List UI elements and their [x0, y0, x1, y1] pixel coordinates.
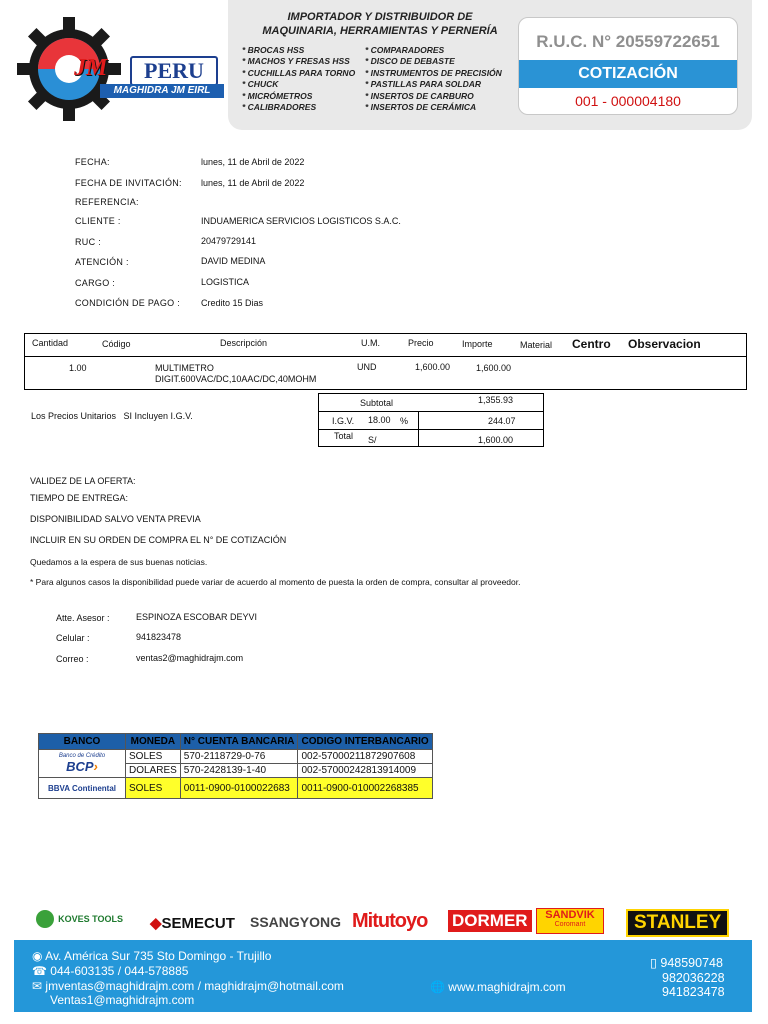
bank-cell-cci: 002-57000242813914009 — [298, 764, 432, 778]
totals-border — [318, 411, 544, 412]
document-number: 001 - 000004180 — [575, 93, 681, 109]
footer-phones-text: 044-603135 / 044-578885 — [50, 964, 189, 978]
items-table — [24, 333, 747, 390]
info-value-cliente: INDUAMERICA SERVICIOS LOGISTICOS S.A.C. — [201, 216, 401, 226]
products-left-list — [242, 45, 355, 113]
product-item: * INSERTOS DE CERÁMICA — [365, 102, 477, 113]
product-item: * BROCAS HSS — [242, 45, 305, 55]
igv-note: Los Precios Unitarios SI Incluyen I.G.V. — [31, 411, 193, 421]
terms-tiempo-entrega: TIEMPO DE ENTREGA: — [30, 493, 129, 503]
mobile-number: 941823478 — [662, 985, 725, 999]
bank-col-moneda: MONEDA — [126, 734, 181, 750]
brand-coromant-label: Coromant — [554, 921, 586, 928]
correo-value: ventas2@maghidrajm.com — [136, 653, 244, 663]
bcp-logo — [39, 750, 126, 778]
col-header-importe: Importe — [462, 339, 493, 349]
phone-icon: ☎ — [32, 964, 47, 978]
product-item: * CALIBRADORES — [242, 102, 317, 113]
table-row — [39, 750, 433, 764]
logo-peru: PERU — [130, 56, 218, 86]
brand-koves — [36, 910, 123, 928]
info-value-atencion: DAVID MEDINA — [201, 256, 266, 266]
bbva-logo-text: BBVA Continental — [48, 783, 116, 793]
brand-dormer: DORMER — [448, 910, 532, 932]
total-label: Total — [334, 431, 354, 441]
brand-sandvik — [536, 908, 604, 934]
footer-web — [430, 980, 566, 994]
table-row — [39, 778, 433, 799]
header-title — [236, 10, 524, 38]
totals-border — [318, 393, 319, 447]
brand-semecut — [150, 914, 235, 932]
advisor-label: Atte. Asesor : — [56, 613, 110, 623]
product-item: * CHUCK — [242, 79, 279, 90]
bank-cell-moneda: DOLARES — [126, 764, 181, 778]
bank-cell-moneda: SOLES — [126, 778, 181, 799]
igv-percent: % — [400, 416, 409, 426]
info-label-ruc: RUC : — [75, 237, 101, 247]
info-label-condicion-pago: CONDICIÓN DE PAGO : — [75, 298, 181, 308]
footer — [14, 940, 752, 1012]
totals-border — [318, 429, 544, 430]
bank-table-header — [39, 734, 433, 750]
location-icon: ◉ — [32, 949, 43, 963]
subtotal-label: Subtotal — [360, 398, 394, 408]
cell-descripcion-1: MULTIMETRO — [155, 363, 214, 373]
header-title-line1: IMPORTADOR Y DISTRIBUIDOR DE — [287, 11, 473, 23]
info-value-fecha-invitacion: lunes, 11 de Abril de 2022 — [201, 178, 305, 188]
info-value-cargo: LOGISTICA — [201, 277, 250, 287]
advisor-name: ESPINOZA ESCOBAR DEYVI — [136, 612, 258, 622]
bank-cell-moneda: SOLES — [126, 750, 181, 764]
bank-cell-cci: 0011-0900-010002268385 — [298, 778, 432, 799]
footer-emails — [32, 979, 344, 993]
header-title-line2: MAQUINARIA, HERRAMIENTAS Y PERNERÍA — [262, 25, 498, 37]
terms-nota: * Para algunos casos la disponibilidad puede variar de acuerdo al momento de puesta la orden de compra, consultar al proveedor. — [30, 577, 521, 587]
celular-label: Celular : — [56, 633, 90, 643]
bank-col-banco: BANCO — [39, 734, 126, 750]
bank-cell-cuenta: 570-2428139-1-40 — [180, 764, 298, 778]
totals-border — [318, 393, 544, 394]
bank-cell-cci: 002-57000211872907608 — [298, 750, 432, 764]
brand-ssangyong: SSANGYONG — [250, 914, 342, 930]
brand-stanley: STANLEY — [626, 909, 729, 937]
bank-col-cuenta: N° CUENTA BANCARIA — [180, 734, 298, 750]
semecut-diamond-icon: ◆ — [150, 915, 162, 932]
igv-rate: 18.00 — [368, 415, 391, 425]
totals-border — [543, 393, 544, 447]
igv-value: 244.07 — [488, 416, 516, 426]
brand-mitutoyo: Mitutoyo — [352, 910, 428, 932]
footer-phones — [32, 964, 188, 978]
logo-subtitle: MAGHIDRA JM EIRL — [100, 84, 224, 98]
footer-mobiles — [650, 956, 725, 1000]
mobile-number: 948590748 — [660, 956, 723, 970]
product-item: * CUCHILLAS PARA TORNO — [242, 67, 356, 78]
mobile-line — [650, 956, 725, 971]
col-header-observacion: Observacion — [628, 337, 701, 351]
terms-validez: VALIDEZ DE LA OFERTA: — [30, 476, 136, 486]
bank-cell-cuenta: 0011-0900-0100022683 — [180, 778, 298, 799]
brand-sandvik-label: SANDVIK — [545, 909, 595, 921]
bank-cell-cuenta: 570-2118729-0-76 — [180, 750, 298, 764]
product-item: * MACHOS Y FRESAS HSS — [242, 56, 350, 67]
col-header-cantidad: Cantidad — [32, 338, 69, 348]
col-header-material: Material — [520, 340, 553, 350]
ruc-number: R.U.C. N° 20559722651 — [536, 32, 720, 51]
terms-disponibilidad: DISPONIBILIDAD SALVO VENTA PREVIA — [30, 514, 201, 524]
info-value-condicion-pago: Credito 15 Dias — [201, 298, 264, 308]
globe-icon: 🌐 — [430, 980, 445, 994]
brand-koves-label: KOVES TOOLS — [58, 914, 124, 925]
info-label-cargo: CARGO : — [75, 278, 116, 288]
info-label-referencia: REFERENCIA: — [75, 197, 139, 207]
ruc-box — [518, 17, 738, 115]
info-label-cliente: CLIENTE : — [75, 216, 121, 226]
product-item: * DISCO DE DEBASTE — [365, 56, 455, 67]
col-header-um: U.M. — [361, 338, 380, 348]
correo-label: Correo : — [56, 654, 89, 664]
product-item: * PASTILLAS PARA SOLDAR — [365, 79, 482, 90]
bcp-logo-label: BCP — [66, 759, 94, 774]
info-label-fecha-invitacion: FECHA DE INVITACIÓN: — [75, 178, 182, 188]
brand-semecut-label: SEMECUT — [161, 915, 235, 932]
products-right-list — [365, 45, 502, 113]
koves-logo-icon — [36, 910, 54, 928]
bcp-arrow-icon: › — [93, 759, 98, 774]
bbva-logo — [39, 778, 126, 799]
footer-address — [32, 949, 271, 963]
col-header-precio: Precio — [408, 338, 434, 348]
terms-incluir: INCLUIR EN SU ORDEN DE COMPRA EL N° DE COTIZACIÓN — [30, 535, 287, 545]
bcp-logo-text — [42, 759, 122, 774]
footer-address-text: Av. América Sur 735 Sto Domingo - Trujillo — [45, 949, 272, 963]
total-currency: S/ — [368, 435, 377, 445]
bank-accounts-table — [38, 733, 433, 799]
igv-label: I.G.V. — [332, 416, 355, 426]
logo-jm: JM — [74, 55, 108, 81]
terms-quedamos: Quedamos a la espera de sus buenas noticias. — [30, 557, 208, 567]
cell-um: UND — [357, 362, 377, 372]
mobile-phone-icon: ▯ — [650, 956, 657, 970]
header-divider — [25, 356, 746, 357]
document-type: COTIZACIÓN — [519, 60, 737, 88]
footer-web-text[interactable]: www.maghidrajm.com — [448, 980, 566, 994]
product-item: * COMPARADORES — [365, 45, 445, 55]
col-header-descripcion: Descripción — [220, 338, 268, 348]
info-value-fecha: lunes, 11 de Abril de 2022 — [201, 157, 305, 167]
bank-col-cci: CODIGO INTERBANCARIO — [298, 734, 432, 750]
mobile-number: 982036228 — [662, 970, 725, 985]
gear-logo-icon — [14, 14, 124, 124]
totals-border — [318, 446, 544, 447]
brands-strip — [14, 906, 752, 940]
product-item: * MICRÓMETROS — [242, 90, 313, 101]
info-label-fecha: FECHA: — [75, 157, 110, 167]
product-item: * INSERTOS DE CARBURO — [365, 90, 474, 101]
cell-precio: 1,600.00 — [415, 362, 451, 372]
cell-cantidad: 1.00 — [69, 363, 87, 373]
mail-icon: ✉ — [32, 979, 43, 993]
bcp-logo-top: Banco de Crédito — [58, 753, 106, 759]
totals-border — [418, 411, 419, 447]
cell-importe: 1,600.00 — [476, 363, 512, 373]
footer-emails-text[interactable]: jmventas@maghidrajm.com / maghidrajm@hotmail.com — [45, 979, 344, 993]
col-header-centro: Centro — [572, 337, 611, 351]
celular-value: 941823478 — [136, 632, 182, 642]
total-value: 1,600.00 — [478, 435, 514, 445]
info-label-atencion: ATENCIÓN : — [75, 257, 129, 267]
product-item: * INSTRUMENTOS DE PRECISIÓN — [365, 67, 502, 78]
info-value-ruc: 20479729141 — [201, 236, 257, 246]
col-header-codigo: Código — [102, 339, 131, 349]
subtotal-value: 1,355.93 — [478, 395, 514, 405]
cell-descripcion-2: DIGIT.600VAC/DC,10AAC/DC,40MOHM — [155, 374, 317, 384]
totals-table — [318, 393, 544, 447]
footer-email2[interactable]: Ventas1@maghidrajm.com — [50, 993, 195, 1007]
